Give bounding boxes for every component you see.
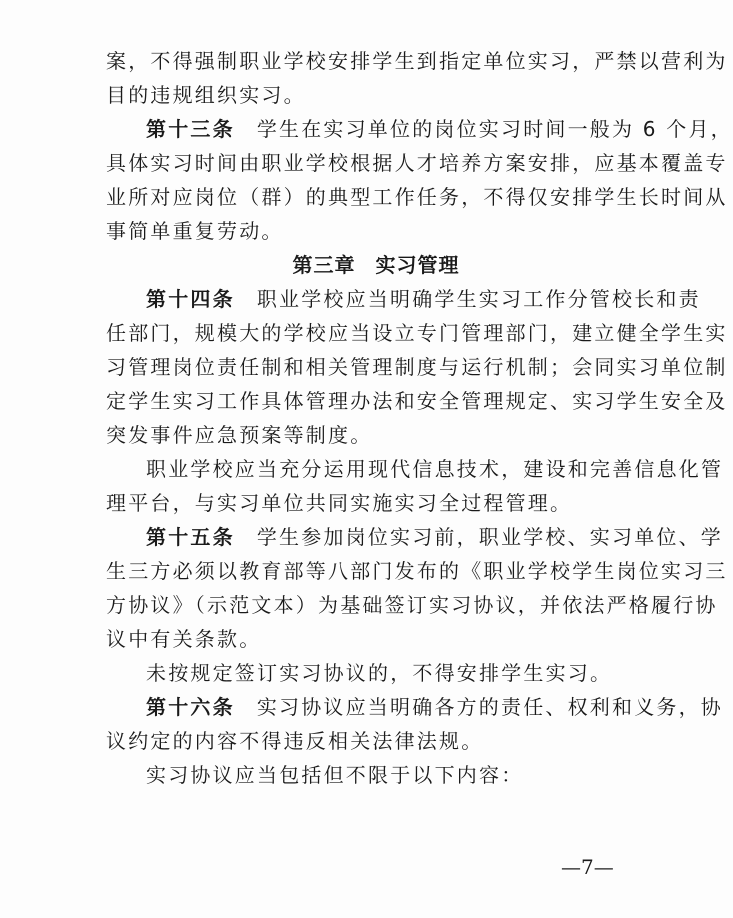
text-line: 事简单重复劳动。 <box>106 219 284 243</box>
document-body <box>106 44 733 792</box>
page-number: —7— <box>561 855 614 879</box>
text-line: 未按规定签订实习协议的，不得安排学生实习。 <box>146 661 613 685</box>
text-line: 议约定的内容不得违反相关法律法规。 <box>106 729 484 753</box>
text-line: 理平台，与实习单位共同实施实习全过程管理。 <box>106 491 573 515</box>
text-line: 职业学校应当充分运用现代信息技术，建设和完善信息化管 <box>146 457 724 481</box>
text-line: 职业学校应当明确学生实习工作分管校长和责 <box>256 287 701 311</box>
text-line: 方协议》（示范文本）为基础签订实习协议，并依法严格履行协 <box>106 593 718 617</box>
article-16-first-line <box>106 690 724 724</box>
chapter-title: 实习管理 <box>375 253 460 277</box>
article-15-first-line <box>106 520 724 554</box>
article-14-first-line <box>106 282 701 316</box>
chapter-heading <box>106 248 636 282</box>
text-line: 定学生实习工作具体管理办法和安全管理规定、实习学生安全及 <box>106 389 728 413</box>
text-line: 学生参加岗位实习前，职业学校、实习单位、学 <box>256 525 724 549</box>
text-line: 案，不得强制职业学校安排学生到指定单位实习，严禁以营利为 <box>106 49 728 73</box>
text-line: 具体实习时间由职业学校根据人才培养方案安排，应基本覆盖专 <box>106 151 728 175</box>
text-line: 生三方必须以教育部等八部门发布的《职业学校学生岗位实习三 <box>106 559 728 583</box>
text-line: 目的违规组织实习。 <box>106 83 306 107</box>
text-line: 实习协议应当包括但不限于以下内容： <box>146 763 524 787</box>
text-line: 学生在实习单位的岗位实习时间一般为 6 个月， <box>256 117 733 141</box>
article-15-heading: 第十五条 <box>146 525 235 549</box>
article-14-heading: 第十四条 <box>146 287 235 311</box>
text-line: 习管理岗位责任制和相关管理制度与运行机制；会同实习单位制 <box>106 355 728 379</box>
text-line: 突发事件应急预案等制度。 <box>106 423 373 447</box>
chapter-number: 第三章 <box>292 253 356 277</box>
article-13-heading: 第十三条 <box>146 117 235 141</box>
article-13-first-line <box>106 112 733 146</box>
text-line: 实习协议应当明确各方的责任、权利和义务，协 <box>256 695 724 719</box>
text-line: 任部门，规模大的学校应当设立专门管理部门，建立健全学生实 <box>106 321 728 345</box>
text-line: 议中有关条款。 <box>106 627 262 651</box>
text-line: 业所对应岗位（群）的典型工作任务，不得仅安排学生长时间从 <box>106 185 728 209</box>
article-16-heading: 第十六条 <box>146 695 235 719</box>
